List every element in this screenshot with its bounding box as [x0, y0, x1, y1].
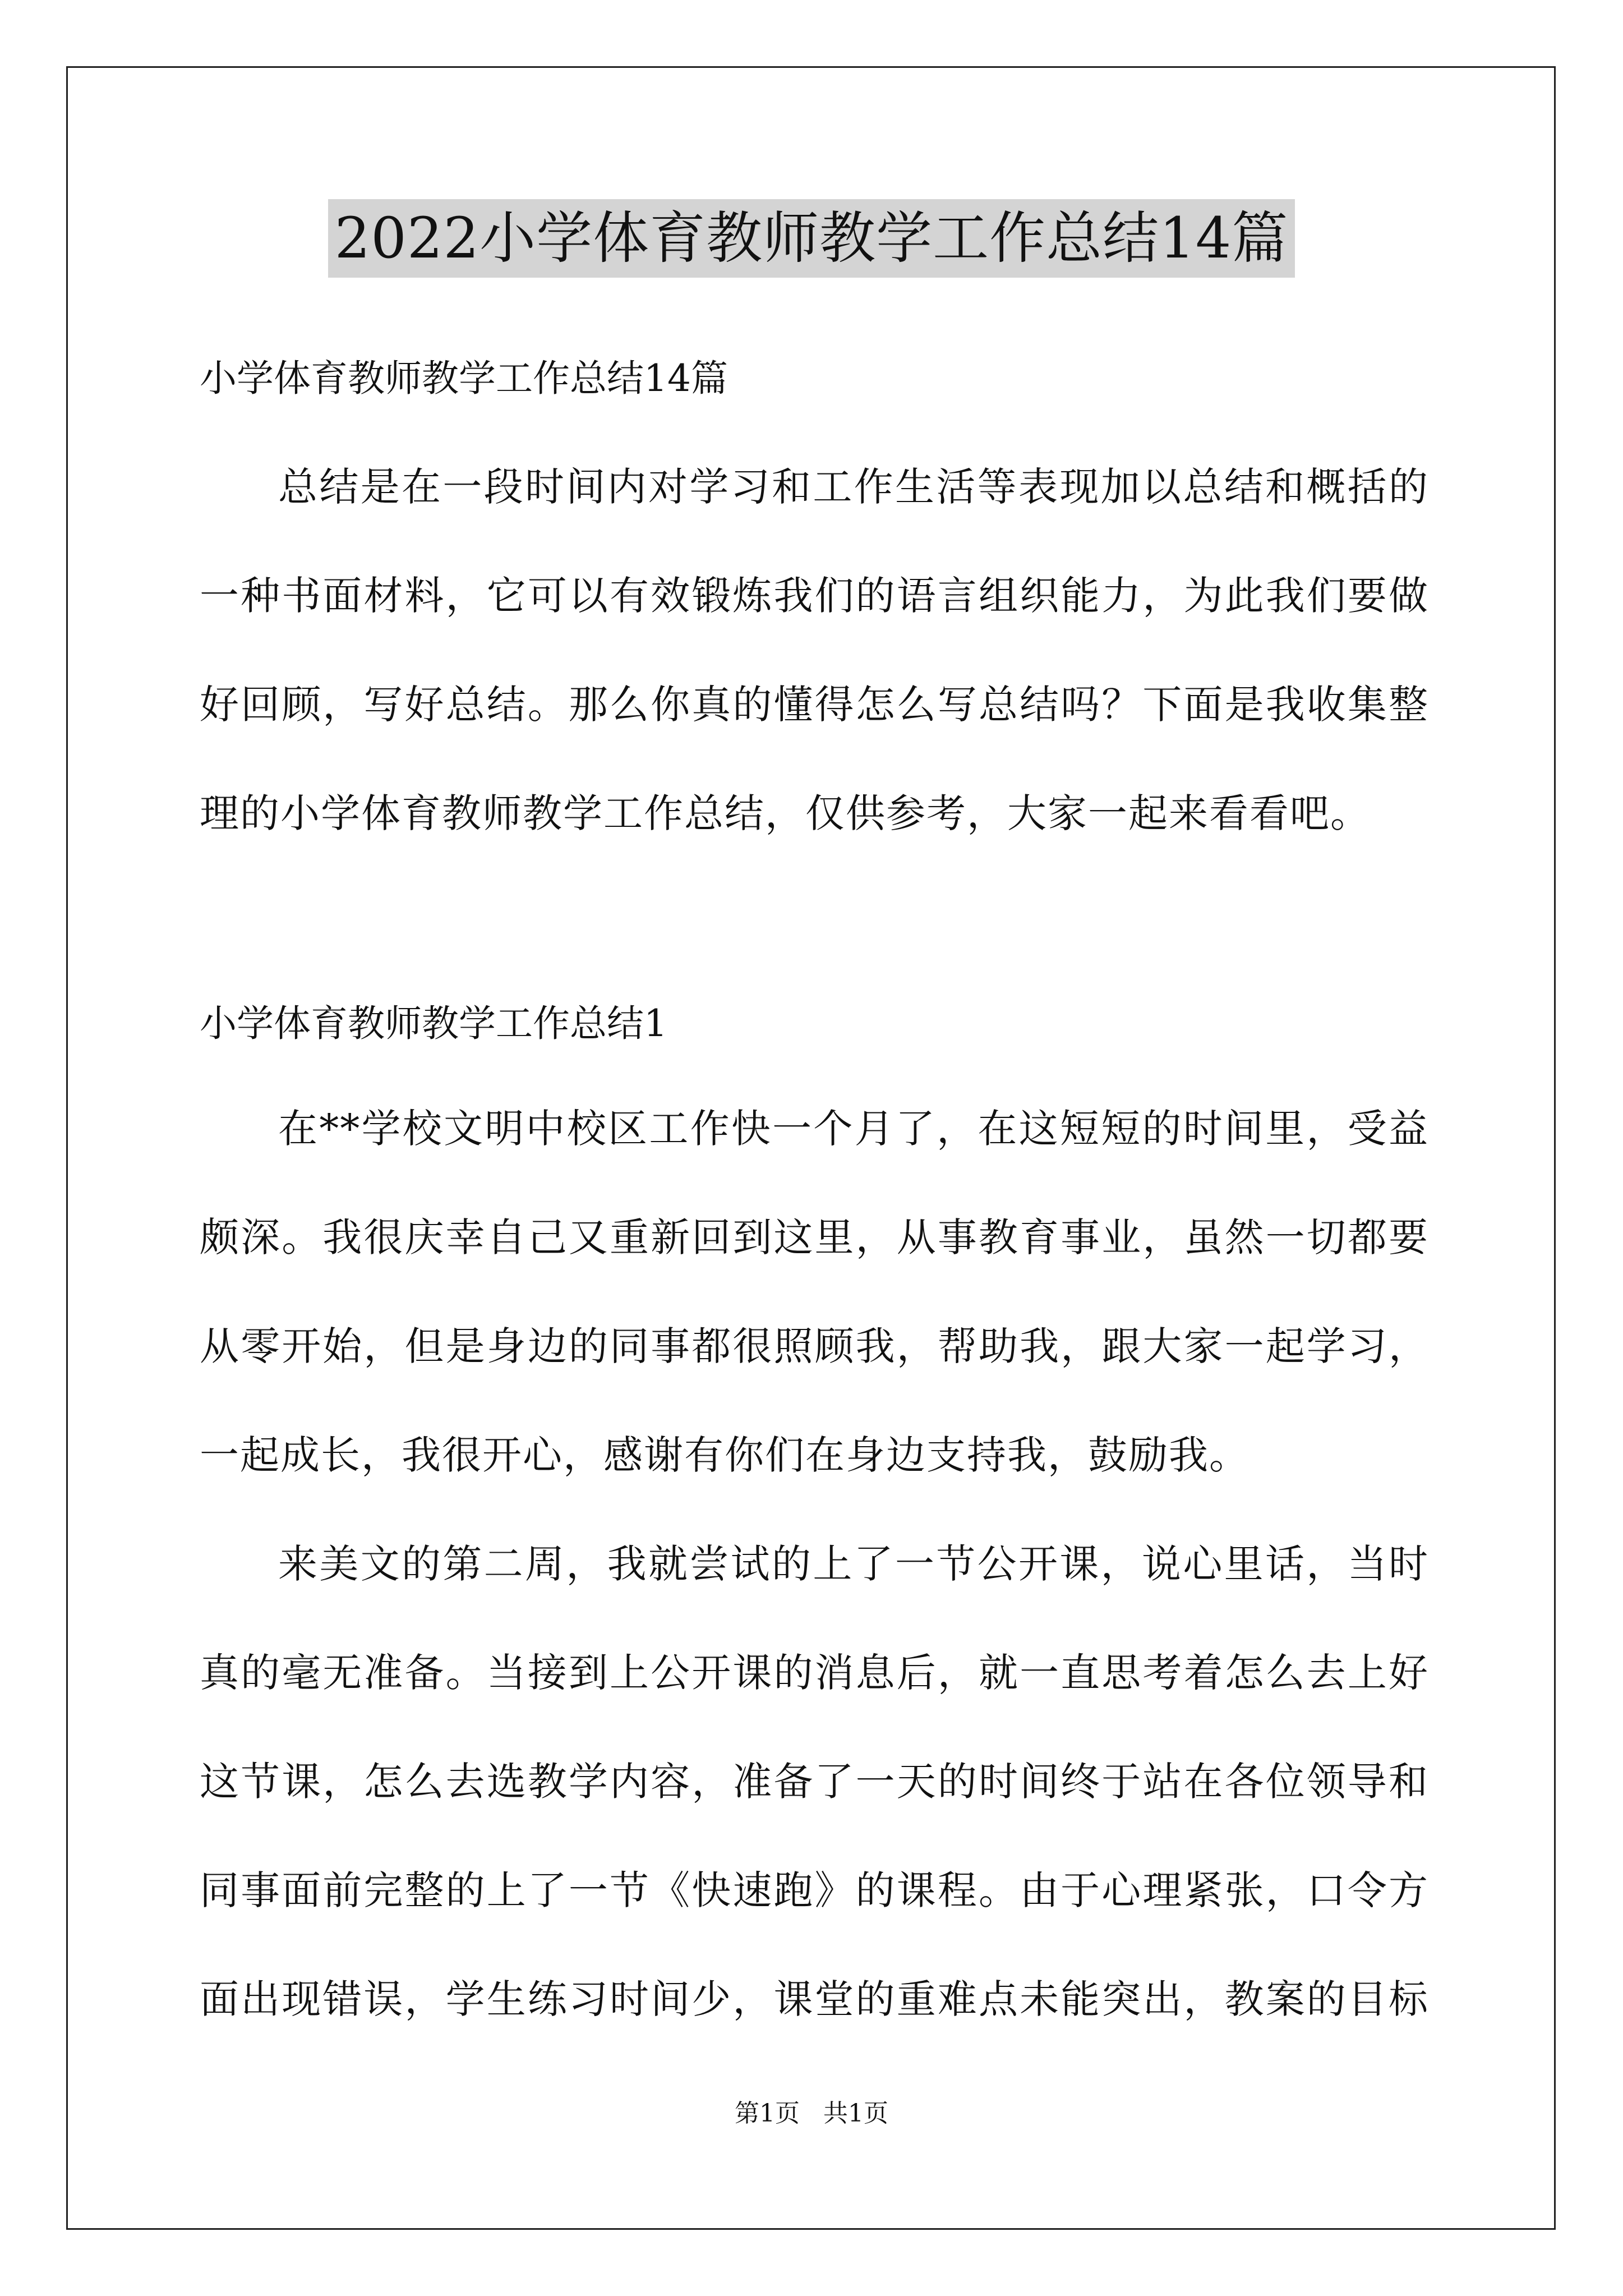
text-line: 真的毫无准备。当接到上公开课的消息后，就一直思考着怎么去上好 — [200, 1650, 1429, 1696]
text-line: 一起成长，我很开心，感谢有你们在身边支持我，鼓励我。 — [200, 1432, 1249, 1478]
text-line: 好回顾，写好总结。那么你真的懂得怎么写总结吗？下面是我收集整 — [200, 682, 1429, 728]
text-line: 这节课，怎么去选教学内容，准备了一天的时间终于站在各位领导和 — [200, 1759, 1429, 1805]
text-line: 来美文的第二周，我就尝试的上了一节公开课，说心里话，当时 — [278, 1541, 1429, 1587]
text-line: 从零开始，但是身边的同事都很照顾我，帮助我，跟大家一起学习， — [200, 1323, 1429, 1369]
document-title: 2022小学体育教师教学工作总结14篇 — [328, 199, 1295, 278]
text-line: 面出现错误，学生练习时间少，课堂的重难点未能突出，教案的目标 — [200, 1976, 1429, 2022]
title-container — [0, 199, 1623, 278]
section-heading: 小学体育教师教学工作总结1 — [200, 1002, 667, 1045]
text-line: 理的小学体育教师教学工作总结，仅供参考，大家一起来看看吧。 — [200, 790, 1371, 836]
text-line: 颇深。我很庆幸自己又重新回到这里，从事教育事业，虽然一切都要 — [200, 1214, 1429, 1260]
text-line: 在**学校文明中校区工作快一个月了，在这短短的时间里，受益 — [278, 1106, 1429, 1152]
text-line: 同事面前完整的上了一节《快速跑》的课程。由于心理紧张，口令方 — [200, 1867, 1429, 1913]
text-line: 一种书面材料，它可以有效锻炼我们的语言组织能力，为此我们要做 — [200, 573, 1429, 619]
text-line: 总结是在一段时间内对学习和工作生活等表现加以总结和概括的 — [278, 464, 1429, 510]
document-subtitle: 小学体育教师教学工作总结14篇 — [200, 357, 728, 400]
page-footer: 第1页 共1页 — [735, 2099, 888, 2128]
